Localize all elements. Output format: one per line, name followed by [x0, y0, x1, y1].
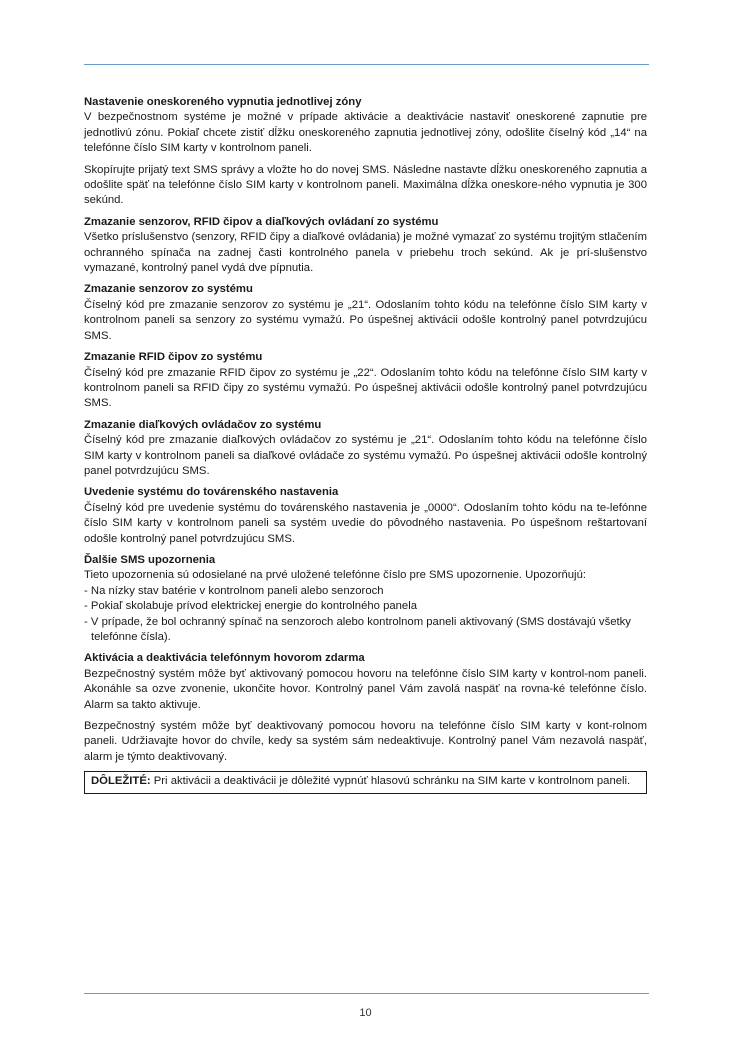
section-delete-all [84, 215, 647, 277]
section-heading: Aktivácia a deaktivácia telefónnym hovorom zdarma [84, 652, 365, 665]
important-note [84, 771, 647, 793]
section-delete-sensors [84, 282, 647, 344]
header-rule [84, 64, 649, 65]
paragraph: Všetko príslušenstvo (senzory, RFID čipy a diaľkové ovládania) je možné vymazať zo systému trojitým stlačením ochranného spínača na zadnej časti kontrolného panela v priebehu troch sekúnd. Ak je prí-slušenstvo vymazané, kontrolný panel vydá dve pípnutia. [84, 231, 647, 275]
section-delete-rfid [84, 350, 647, 412]
section-delayed-zone [84, 95, 647, 209]
list-item: - Pokiaľ skolabuje prívod elektrickej energie do kontrolného panela [84, 599, 647, 614]
section-phone-call [84, 651, 647, 765]
paragraph: Číselný kód pre zmazanie RFID čipov zo systému je „22“. Odoslaním tohto kódu na telefónne číslo SIM karty v kontrolnom paneli sa RFID čipy zo systému vymažú. Po úspešnej aktivácii odošle kontrolný panel potvrdzujúcu SMS. [84, 366, 647, 410]
section-heading: Ďalšie SMS upozornenia [84, 553, 216, 566]
section-heading: Uvedenie systému do továrenského nastavenia [84, 486, 339, 499]
page-number: 10 [359, 1007, 372, 1019]
paragraph: Bezpečnostný systém môže byť aktivovaný pomocou hovoru na telefónne číslo SIM karty v kontrol-nom paneli. Akonáhle sa ozve zvonenie, ukončite hovor. Kontrolný panel Vám zavolá naspäť na rovna-ké telefónne číslo. Alarm sa takto aktivuje. [84, 667, 647, 711]
paragraph: Skopírujte prijatý text SMS správy a vložte ho do novej SMS. Následne nastavte dĺžku oneskoreného zapnutia a odošlite späť na telefónne číslo SIM karty v kontrolnom paneli. Maximálna dĺžka oneskore-ného vypnutia je 300 sekúnd. [84, 163, 647, 207]
section-heading: Zmazanie diaľkových ovládačov zo systému [84, 418, 322, 431]
document-body [84, 95, 647, 794]
section-heading: Zmazanie senzorov, RFID čipov a diaľkových ovládaní zo systému [84, 215, 439, 228]
alert-list [84, 584, 647, 646]
section-delete-remotes [84, 418, 647, 480]
section-heading: Zmazanie RFID čipov zo systému [84, 351, 263, 364]
paragraph: V bezpečnostnom systéme je možné v prípade aktivácie a deaktivácie nastaviť oneskorené zapnutie pre jednotlivú zónu. Pokiaľ chcete zistiť dĺžku oneskoreného zapnutia jednotlivej zóny, odošlite číselný kód „14“ na telefónne číslo SIM karty v kontrolnom paneli. [84, 111, 647, 155]
note-label: DÔLEŽITÉ: [91, 775, 151, 788]
list-item: - Na nízky stav batérie v kontrolnom paneli alebo senzoroch [84, 584, 647, 599]
paragraph: Číselný kód pre zmazanie senzorov zo systému je „21“. Odoslaním tohto kódu na telefónne číslo SIM karty v kontrolnom paneli sa senzory zo systému vymažú. Po úspešnej aktivácii odošle kontrolný panel potvrdzujúcu SMS. [84, 298, 647, 342]
paragraph: Číselný kód pre zmazanie diaľkových ovládačov zo systému je „21“. Odoslaním tohto kódu na telefónne číslo SIM karty v kontrolnom paneli sa diaľkové ovládače zo systému vymažú. Po úspešnej aktivácii odošle kontrolný panel potvrdzujúcu SMS. [84, 434, 647, 477]
section-heading: Nastavenie oneskoreného vypnutia jednotlivej zóny [84, 96, 362, 108]
section-heading: Zmazanie senzorov zo systému [84, 283, 253, 296]
paragraph: Tieto upozornenia sú odosielané na prvé uložené telefónne číslo pre SMS upozornenie. Upozorňujú: [84, 569, 586, 582]
paragraph: Číselný kód pre uvedenie systému do továrenského nastavenia je „0000“. Odoslaním tohto kódu na te-lefónne číslo SIM karty v kontrolnom paneli sa systém uvedie do pôvodného nastavenia. Po úspešnom reštartovaní odošle kontrolný panel potvrdzujúcu SMS. [84, 501, 647, 545]
list-item: - V prípade, že bol ochranný spínač na senzoroch alebo kontrolnom paneli aktivovaný (SMS dostávajú všetky telefónne čísla). [84, 615, 647, 646]
note-text: Pri aktivácii a deaktivácii je dôležité vypnúť hlasovú schránku na SIM karte v kontrolnom paneli. [150, 775, 631, 788]
section-sms-alerts [84, 553, 647, 645]
footer-rule [84, 993, 649, 994]
section-factory-reset [84, 485, 647, 547]
paragraph: Bezpečnostný systém môže byť deaktivovaný pomocou hovoru na telefónne číslo SIM karty v kont-rolnom paneli. Udržiavajte hovor do chvíle, kedy sa systém sám nedeaktivuje. Kontrolný panel Vám nezavolá naspäť, alarm je týmto deaktivovaný. [84, 720, 647, 763]
